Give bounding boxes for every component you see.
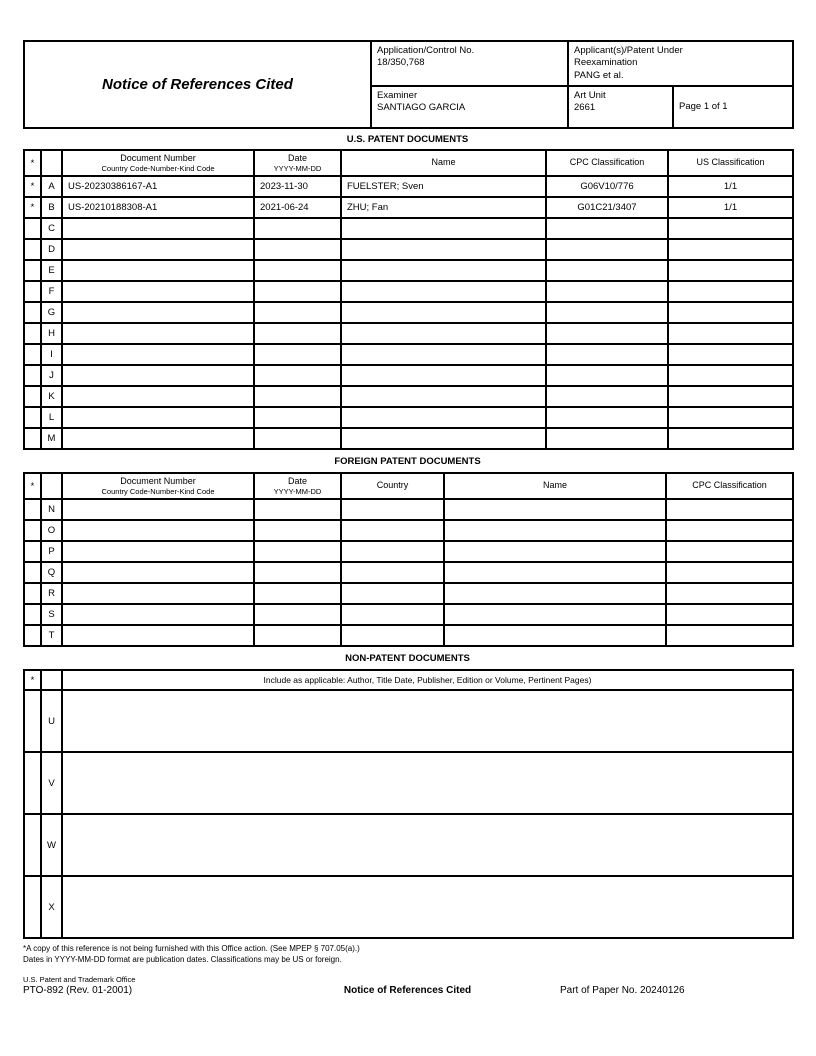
non-patent-row bbox=[24, 814, 793, 876]
us-header-date: Date YYYY-MM-DD bbox=[254, 150, 341, 176]
art-unit-value: 2661 bbox=[574, 102, 596, 114]
us-row-star bbox=[24, 218, 41, 239]
applicant-value: PANG et al. bbox=[574, 69, 624, 81]
us-row-doc-number bbox=[62, 428, 254, 449]
non-patent-row-star bbox=[24, 814, 41, 876]
us-row-letter: G bbox=[41, 302, 62, 323]
page-title: Notice of References Cited bbox=[102, 75, 293, 93]
foreign-row-letter: O bbox=[41, 520, 62, 541]
non-patent-header-row bbox=[24, 670, 793, 690]
foreign-patent-row bbox=[24, 541, 793, 562]
us-header-us-class: US Classification bbox=[668, 150, 793, 176]
applicant-cell bbox=[568, 41, 793, 86]
foreign-header-letter bbox=[41, 473, 62, 499]
application-cell bbox=[371, 41, 568, 86]
us-patent-row bbox=[24, 281, 793, 302]
us-row-doc-number: US-20210188308-A1 bbox=[62, 197, 254, 218]
us-patent-row bbox=[24, 407, 793, 428]
us-header-letter bbox=[41, 150, 62, 176]
us-row-letter: C bbox=[41, 218, 62, 239]
foreign-patent-section-title: FOREIGN PATENT DOCUMENTS bbox=[334, 455, 481, 467]
footer-title: Notice of References Cited bbox=[343, 984, 472, 996]
foreign-header-country: Country bbox=[341, 473, 444, 499]
examiner-value: SANTIAGO GARCIA bbox=[377, 102, 466, 114]
non-patent-row-text bbox=[62, 690, 793, 752]
us-row-letter: D bbox=[41, 239, 62, 260]
foreign-header-cpc: CPC Classification bbox=[666, 473, 793, 499]
us-row-name: ZHU; Fan bbox=[341, 197, 546, 218]
form-page bbox=[23, 40, 792, 996]
us-row-doc-number bbox=[62, 407, 254, 428]
form-footer bbox=[23, 975, 792, 996]
us-row-letter: L bbox=[41, 407, 62, 428]
us-row-star bbox=[24, 260, 41, 281]
us-row-name bbox=[341, 302, 546, 323]
foreign-header-star: * bbox=[24, 473, 41, 499]
foreign-row-letter: T bbox=[41, 625, 62, 646]
foreign-row-doc-number bbox=[62, 625, 254, 646]
foreign-row-name bbox=[444, 583, 666, 604]
foreign-row-country bbox=[341, 520, 444, 541]
us-row-name bbox=[341, 428, 546, 449]
us-row-doc-number bbox=[62, 218, 254, 239]
us-patent-row bbox=[24, 260, 793, 281]
foreign-row-star bbox=[24, 520, 41, 541]
applicant-label: Applicant(s)/Patent Under Reexamination bbox=[574, 45, 683, 69]
foreign-row-star bbox=[24, 583, 41, 604]
non-patent-row bbox=[24, 752, 793, 814]
us-row-letter: J bbox=[41, 365, 62, 386]
us-row-name bbox=[341, 239, 546, 260]
us-patent-row bbox=[24, 218, 793, 239]
foreign-patent-row bbox=[24, 562, 793, 583]
non-patent-row-star bbox=[24, 752, 41, 814]
foreign-row-cpc bbox=[666, 583, 793, 604]
foreign-row-star bbox=[24, 562, 41, 583]
us-row-us-class bbox=[668, 407, 793, 428]
us-header-cpc: CPC Classification bbox=[546, 150, 668, 176]
non-patent-row-text bbox=[62, 752, 793, 814]
us-row-star bbox=[24, 281, 41, 302]
non-patent-row-letter: W bbox=[41, 814, 62, 876]
us-row-doc-number bbox=[62, 344, 254, 365]
us-patent-section-title: U.S. PATENT DOCUMENTS bbox=[346, 133, 469, 145]
foreign-row-date bbox=[254, 583, 341, 604]
us-row-star bbox=[24, 365, 41, 386]
us-row-cpc: G06V10/776 bbox=[546, 176, 668, 197]
us-row-letter: K bbox=[41, 386, 62, 407]
non-patent-header-description: Include as applicable: Author, Title Date, Publisher, Edition or Volume, Pertinent Pages) bbox=[62, 670, 793, 690]
foreign-header-name: Name bbox=[444, 473, 666, 499]
us-row-letter: H bbox=[41, 323, 62, 344]
us-row-cpc bbox=[546, 239, 668, 260]
us-row-doc-number bbox=[62, 281, 254, 302]
us-row-date bbox=[254, 365, 341, 386]
us-row-us-class: 1/1 bbox=[668, 197, 793, 218]
foreign-row-star bbox=[24, 604, 41, 625]
foreign-header-date: Date YYYY-MM-DD bbox=[254, 473, 341, 499]
us-row-star bbox=[24, 407, 41, 428]
us-row-cpc bbox=[546, 365, 668, 386]
us-patent-row bbox=[24, 239, 793, 260]
us-row-name bbox=[341, 218, 546, 239]
foreign-row-cpc bbox=[666, 625, 793, 646]
non-patent-row-text bbox=[62, 876, 793, 938]
foreign-row-doc-number bbox=[62, 604, 254, 625]
foreign-row-date bbox=[254, 625, 341, 646]
foreign-row-country bbox=[341, 541, 444, 562]
foreign-row-name bbox=[444, 541, 666, 562]
foreign-row-doc-number bbox=[62, 520, 254, 541]
us-row-name bbox=[341, 365, 546, 386]
us-row-date bbox=[254, 281, 341, 302]
foreign-row-doc-number bbox=[62, 562, 254, 583]
footer-form-number: PTO-892 (Rev. 01-2001) bbox=[23, 984, 133, 996]
foreign-row-letter: S bbox=[41, 604, 62, 625]
non-patent-row-star bbox=[24, 876, 41, 938]
us-patent-row bbox=[24, 386, 793, 407]
us-row-name bbox=[341, 260, 546, 281]
us-row-star bbox=[24, 239, 41, 260]
footer-paper-number: Part of Paper No. 20240126 bbox=[560, 984, 685, 996]
foreign-row-doc-number bbox=[62, 541, 254, 562]
foreign-row-date bbox=[254, 604, 341, 625]
art-unit-label: Art Unit bbox=[574, 90, 606, 102]
us-row-cpc bbox=[546, 428, 668, 449]
us-row-star bbox=[24, 302, 41, 323]
us-row-cpc: G01C21/3407 bbox=[546, 197, 668, 218]
foreign-row-letter: N bbox=[41, 499, 62, 520]
application-label: Application/Control No. bbox=[377, 45, 475, 56]
us-row-star bbox=[24, 344, 41, 365]
non-patent-row-letter: X bbox=[41, 876, 62, 938]
us-row-cpc bbox=[546, 302, 668, 323]
foreign-header-doc-number: Document Number Country Code-Number-Kind Code bbox=[62, 473, 254, 499]
us-row-doc-number bbox=[62, 323, 254, 344]
us-row-date bbox=[254, 344, 341, 365]
us-row-date bbox=[254, 428, 341, 449]
foreign-row-name bbox=[444, 604, 666, 625]
us-row-cpc bbox=[546, 386, 668, 407]
footer-office: U.S. Patent and Trademark Office bbox=[23, 974, 136, 984]
us-row-doc-number bbox=[62, 365, 254, 386]
us-row-letter: I bbox=[41, 344, 62, 365]
foreign-row-cpc bbox=[666, 562, 793, 583]
foreign-row-letter: R bbox=[41, 583, 62, 604]
us-row-doc-number bbox=[62, 260, 254, 281]
foreign-row-date bbox=[254, 499, 341, 520]
foreign-row-cpc bbox=[666, 520, 793, 541]
us-row-us-class bbox=[668, 302, 793, 323]
non-patent-row-star bbox=[24, 690, 41, 752]
non-patent-row-letter: V bbox=[41, 752, 62, 814]
foreign-patent-row bbox=[24, 625, 793, 646]
us-row-us-class bbox=[668, 281, 793, 302]
page-indicator: Page 1 of 1 bbox=[679, 100, 728, 112]
us-patent-row bbox=[24, 176, 793, 197]
title-cell bbox=[24, 41, 371, 128]
foreign-patent-row bbox=[24, 604, 793, 625]
us-row-name bbox=[341, 407, 546, 428]
us-row-cpc bbox=[546, 323, 668, 344]
foreign-patent-row bbox=[24, 520, 793, 541]
footnote-dates-notice: Dates in YYYY-MM-DD format are publication dates. Classifications may be US or foreign. bbox=[23, 954, 342, 964]
us-row-doc-number bbox=[62, 386, 254, 407]
us-row-cpc bbox=[546, 281, 668, 302]
us-row-name bbox=[341, 344, 546, 365]
foreign-row-country bbox=[341, 604, 444, 625]
foreign-row-doc-number bbox=[62, 499, 254, 520]
us-row-date bbox=[254, 323, 341, 344]
page-number-cell bbox=[673, 86, 793, 128]
us-row-us-class bbox=[668, 386, 793, 407]
foreign-row-letter: P bbox=[41, 541, 62, 562]
us-row-us-class bbox=[668, 218, 793, 239]
us-row-doc-number bbox=[62, 239, 254, 260]
non-patent-row bbox=[24, 690, 793, 752]
us-patent-row bbox=[24, 323, 793, 344]
non-patent-header-letter bbox=[41, 670, 62, 690]
us-row-date bbox=[254, 302, 341, 323]
us-row-us-class bbox=[668, 323, 793, 344]
foreign-row-date bbox=[254, 541, 341, 562]
us-header-star: * bbox=[24, 150, 41, 176]
us-row-star: * bbox=[24, 176, 41, 197]
non-patent-row bbox=[24, 876, 793, 938]
us-header-doc-number: Document Number Country Code-Number-Kind Code bbox=[62, 150, 254, 176]
us-row-doc-number: US-20230386167-A1 bbox=[62, 176, 254, 197]
art-unit-cell bbox=[568, 86, 673, 128]
foreign-row-star bbox=[24, 541, 41, 562]
us-row-us-class bbox=[668, 239, 793, 260]
us-row-date bbox=[254, 407, 341, 428]
us-patent-row bbox=[24, 197, 793, 218]
us-row-letter: A bbox=[41, 176, 62, 197]
foreign-patent-row bbox=[24, 583, 793, 604]
foreign-patent-table bbox=[23, 472, 794, 647]
us-row-us-class bbox=[668, 344, 793, 365]
us-row-letter: B bbox=[41, 197, 62, 218]
foreign-row-cpc bbox=[666, 541, 793, 562]
us-row-date: 2021-06-24 bbox=[254, 197, 341, 218]
foreign-patent-header-row bbox=[24, 473, 793, 499]
us-row-cpc bbox=[546, 344, 668, 365]
us-patent-header-row bbox=[24, 150, 793, 176]
us-row-us-class bbox=[668, 260, 793, 281]
foreign-row-star bbox=[24, 625, 41, 646]
foreign-row-cpc bbox=[666, 604, 793, 625]
application-value: 18/350,768 bbox=[377, 57, 425, 69]
foreign-row-date bbox=[254, 520, 341, 541]
us-patent-row bbox=[24, 365, 793, 386]
us-patent-row bbox=[24, 344, 793, 365]
us-row-star bbox=[24, 428, 41, 449]
foreign-patent-row bbox=[24, 499, 793, 520]
us-row-name: FUELSTER; Sven bbox=[341, 176, 546, 197]
us-row-date: 2023-11-30 bbox=[254, 176, 341, 197]
us-row-us-class bbox=[668, 365, 793, 386]
foreign-row-country bbox=[341, 625, 444, 646]
examiner-cell bbox=[371, 86, 568, 128]
foreign-row-name bbox=[444, 625, 666, 646]
foreign-row-letter: Q bbox=[41, 562, 62, 583]
us-row-letter: M bbox=[41, 428, 62, 449]
us-patent-row bbox=[24, 302, 793, 323]
us-row-star: * bbox=[24, 197, 41, 218]
us-row-letter: F bbox=[41, 281, 62, 302]
us-row-date bbox=[254, 260, 341, 281]
us-row-star bbox=[24, 323, 41, 344]
us-row-date bbox=[254, 218, 341, 239]
footnote-copy-notice: *A copy of this reference is not being furnished with this Office action. (See MPEP § 707.05(a).) bbox=[23, 944, 360, 954]
non-patent-row-text bbox=[62, 814, 793, 876]
non-patent-header-star: * bbox=[24, 670, 41, 690]
non-patent-table bbox=[23, 669, 794, 939]
us-row-letter: E bbox=[41, 260, 62, 281]
us-row-date bbox=[254, 386, 341, 407]
us-row-us-class bbox=[668, 428, 793, 449]
us-row-name bbox=[341, 281, 546, 302]
foreign-row-name bbox=[444, 499, 666, 520]
foreign-row-date bbox=[254, 562, 341, 583]
foreign-row-name bbox=[444, 562, 666, 583]
foreign-row-country bbox=[341, 583, 444, 604]
us-row-doc-number bbox=[62, 302, 254, 323]
us-row-name bbox=[341, 386, 546, 407]
us-row-us-class: 1/1 bbox=[668, 176, 793, 197]
form-header-box bbox=[23, 40, 794, 129]
foreign-row-country bbox=[341, 562, 444, 583]
footnotes bbox=[23, 944, 792, 966]
non-patent-section-title: NON-PATENT DOCUMENTS bbox=[345, 652, 470, 664]
us-patent-table bbox=[23, 149, 794, 450]
us-row-cpc bbox=[546, 218, 668, 239]
foreign-row-star bbox=[24, 499, 41, 520]
examiner-label: Examiner bbox=[377, 90, 418, 102]
us-header-name: Name bbox=[341, 150, 546, 176]
foreign-row-name bbox=[444, 520, 666, 541]
us-row-cpc bbox=[546, 260, 668, 281]
non-patent-row-letter: U bbox=[41, 690, 62, 752]
us-row-star bbox=[24, 386, 41, 407]
us-row-date bbox=[254, 239, 341, 260]
foreign-row-cpc bbox=[666, 499, 793, 520]
foreign-row-country bbox=[341, 499, 444, 520]
foreign-row-doc-number bbox=[62, 583, 254, 604]
us-row-name bbox=[341, 323, 546, 344]
us-row-cpc bbox=[546, 407, 668, 428]
us-patent-row bbox=[24, 428, 793, 449]
